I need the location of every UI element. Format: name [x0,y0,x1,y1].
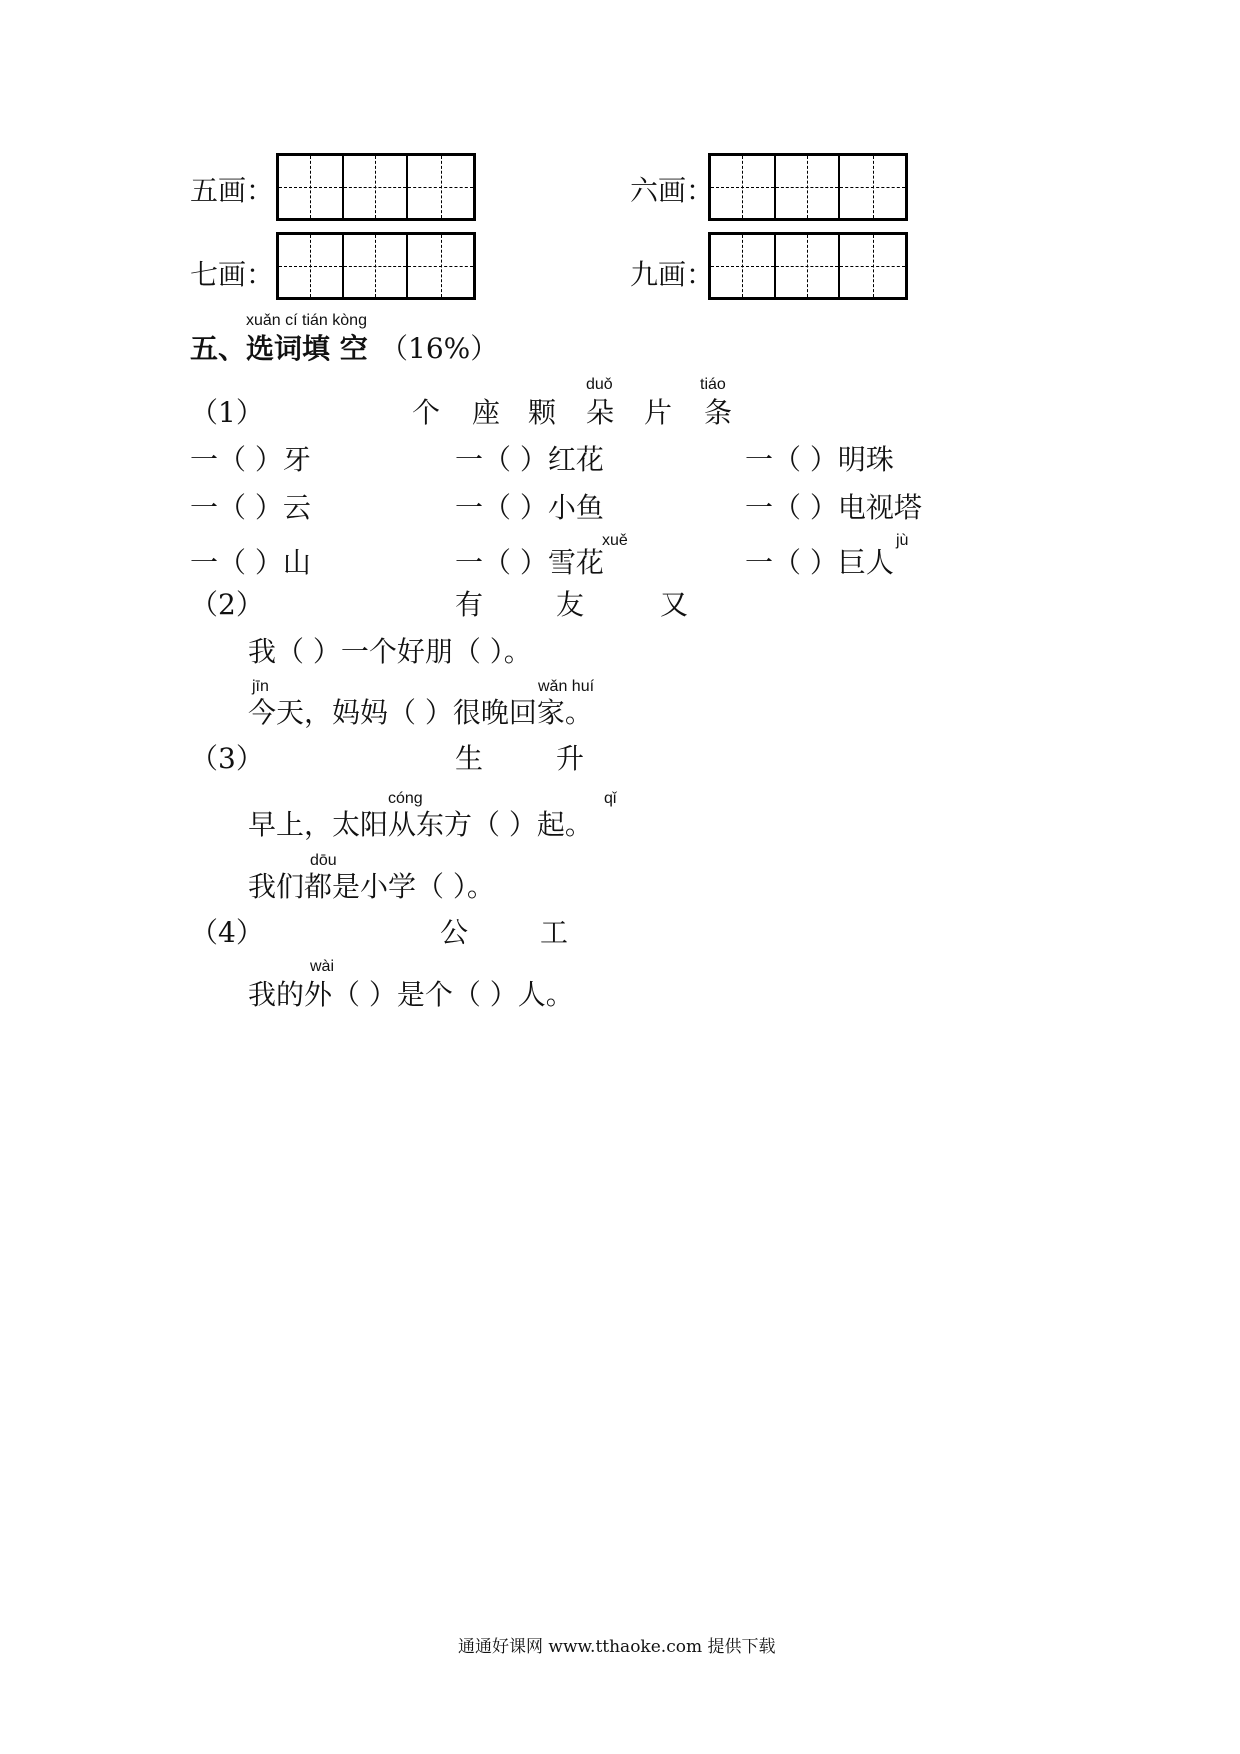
q1-word: 朵 [586,396,615,429]
grid-cell[interactable] [279,235,344,297]
q3-sentence-1: 早上，太阳从东方（ ）起。 [248,808,593,841]
writing-grid-5[interactable] [276,153,476,221]
q2-word: 有 [455,588,484,621]
grid-cell[interactable] [408,156,473,218]
stroke-label-7: 七画： [190,258,275,291]
pinyin-wanhui: wǎn huí [538,678,595,695]
q2-sentence-1: 我（ ）一个好朋（ ）。 [248,635,532,668]
q1-item: 一（ ）云 [190,491,311,524]
q4-number: （4） [190,916,264,949]
q1-item: 一（ ）电视塔 [745,491,922,524]
section-score: （16%） [380,332,499,365]
q2-sentence-2: 今天，妈妈（ ）很晚回家。 [248,696,593,729]
q2-word: 友 [556,588,585,621]
pinyin-duo: duǒ [586,376,613,393]
pinyin-tiao: tiáo [700,376,726,393]
q1-word: 个 [412,396,441,429]
grid-cell[interactable] [344,156,409,218]
stroke-label-9: 九画： [630,258,715,291]
q1-item: 一（ ）小鱼 [455,491,604,524]
pinyin-wai: wài [310,958,335,975]
q3-word: 升 [556,742,585,775]
q1-item: 一（ ）山 [190,546,311,579]
q4-sentence-1: 我的外（ ）是个（ ）人。 [248,978,574,1011]
q4-word: 公 [440,916,469,949]
pinyin-cong: cóng [388,790,423,807]
footer-credit: 通通好课网 www.tthaoke.com 提供下载 [458,1637,776,1657]
q1-item: 一（ ）巨人 [745,546,894,579]
q1-word: 片 [644,396,673,429]
q4-word: 工 [540,916,569,949]
q2-word: 又 [660,588,689,621]
grid-cell[interactable] [408,235,473,297]
writing-grid-6[interactable] [708,153,908,221]
stroke-label-5: 五画： [190,174,275,207]
q1-item: 一（ ）明珠 [745,443,894,476]
grid-cell[interactable] [776,235,841,297]
q1-word: 条 [704,396,733,429]
q3-number: （3） [190,742,264,775]
grid-cell[interactable] [344,235,409,297]
q1-number: （1） [190,396,264,429]
q3-sentence-2: 我们都是小学（ ）。 [248,870,495,903]
grid-cell[interactable] [776,156,841,218]
q2-number: （2） [190,588,264,621]
section-title: 五、选词填 空 [190,332,368,365]
q1-word: 座 [472,396,501,429]
writing-grid-9[interactable] [708,232,908,300]
pinyin-dou: dōu [310,852,337,869]
stroke-label-6: 六画： [630,174,715,207]
grid-cell[interactable] [711,235,776,297]
q1-item: 一（ ）牙 [190,443,311,476]
grid-cell[interactable] [279,156,344,218]
grid-cell[interactable] [711,156,776,218]
pinyin-xue: xuě [602,532,628,549]
q3-word: 生 [455,742,484,775]
pinyin-qi: qǐ [604,790,617,807]
pinyin-ju: jù [896,532,909,549]
section-title-pinyin: xuǎn cí tián kòng [246,312,367,329]
writing-grid-7[interactable] [276,232,476,300]
q1-item: 一（ ）红花 [455,443,604,476]
grid-cell[interactable] [840,235,905,297]
q1-item: 一（ ）雪花 [455,546,604,579]
q1-word: 颗 [528,396,557,429]
pinyin-jin: jīn [252,678,269,695]
grid-cell[interactable] [840,156,905,218]
